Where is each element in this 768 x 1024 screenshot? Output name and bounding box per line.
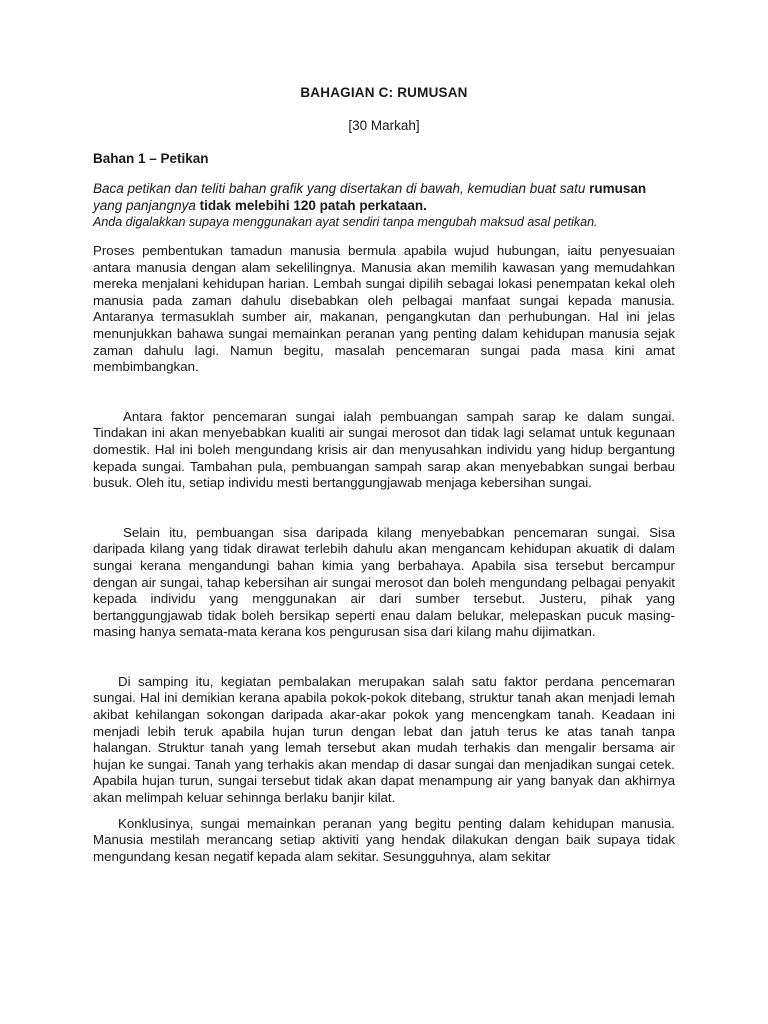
marks-label: [30 Markah] bbox=[348, 118, 420, 133]
paragraph-5: Konklusinya, sungai memainkan peranan yang begitu penting dalam kehidupan manusia. Manusia mestilah merancang setiap aktiviti yang hendak dilakukan dengan baik supaya tidak mengundang kesan negatif kepada alam sekitar. Sesungguhnya, alam sekitar bbox=[93, 815, 675, 864]
page-title: BAHAGIAN C: RUMUSAN bbox=[300, 85, 468, 100]
instruction-note: Anda digalakkan supaya menggunakan ayat sendiri tanpa mengubah maksud asal petikan. bbox=[93, 215, 598, 229]
paragraph-4: Di samping itu, kegiatan pembalakan merupakan salah satu faktor perdana pencemaran sungai. Hal ini demikian kerana apabila pokok-pokok ditebang, struktur tanah akan menjadi lemah akibat kehilangan sokongan daripada akar-akar pokok yang mencengkam tanah. Keadaan ini menjadi lebih teruk apabila hujan turun dengan lebat dan jatuh terus ke atas tanah tanpa halangan. Struktur tanah yang lemah tersebut akan mudah terhakis dan mengalir bersama air hujan ke sungai. Tanah yang terhakis akan mendap di dasar sungai dan menjadikan sungai cetek. Apabila hujan turun, sungai tersebut tidak akan dapat menampung air yang banyak dan akhirnya akan melimpah keluar sehinnga berlaku banjir kilat. bbox=[93, 673, 675, 806]
paragraph-2: Antara faktor pencemaran sungai ialah pembuangan sampah sarap ke dalam sungai. Tindakan ini akan menyebabkan kualiti air sungai merosot dan tidak lagi selamat untuk kegunaan domestik. Hal ini boleh mengundang krisis air dan menyusahkan individu yang hidup bergantung kepada sungai. Tambahan pula, pembuangan sampah sarap akan menyebabkan sungai berbau busuk. Oleh itu, setiap individu mesti bertanggungjawab menjaga kebersihan sungai. bbox=[93, 408, 675, 491]
instruction-part4: tidak melebihi 120 patah perkataan. bbox=[199, 198, 427, 213]
instruction bbox=[93, 180, 675, 214]
instruction-part3: yang panjangnya bbox=[93, 198, 200, 213]
paragraph-1: Proses pembentukan tamadun manusia bermula apabila wujud hubungan, iaitu penyesuaian antara manusia dengan alam sekelilingnya. Manusia akan memilih kawasan yang memudahkan mereka menjalani kehidupan harian. Lembah sungai dipilih sebagai lokasi penempatan kekal oleh manusia pada zaman dahulu disebabkan oleh pelbagai manfaat sungai kepada manusia. Antaranya termasuklah sumber air, makanan, pengangkutan dan perhubungan. Hal ini jelas menunjukkan bahawa sungai memainkan peranan yang penting dalam kehidupan manusia sejak zaman dahulu lagi. Namun begitu, masalah pencemaran sungai pada masa kini amat membimbangkan. bbox=[93, 243, 675, 375]
paragraph-3: Selain itu, pembuangan sisa daripada kilang menyebabkan pencemaran sungai. Sisa daripada kilang yang tidak dirawat terlebih dahulu akan mengancam kehidupan akuatik di dalam sungai kerana mengandungi bahan kimia yang berbahaya. Apabila sisa tersebut bercampur dengan air sungai, tahap kebersihan air sungai merosot dan boleh mengundang pelbagai penyakit kepada individu yang menggunakan air dari sumber tersebut. Justeru, pihak yang bertanggungjawab tidak boleh bersikap seperti enau dalam belukar, melepaskan pucuk masing-masing hanya semata-mata kerana kos pengurusan sisa dari kilang mahu dijimatkan. bbox=[93, 524, 675, 640]
instruction-part1: Baca petikan dan teliti bahan grafik yang disertakan di bawah, kemudian buat satu bbox=[93, 181, 590, 196]
section-heading: Bahan 1 – Petikan bbox=[93, 151, 209, 166]
instruction-part2: rumusan bbox=[589, 181, 647, 196]
